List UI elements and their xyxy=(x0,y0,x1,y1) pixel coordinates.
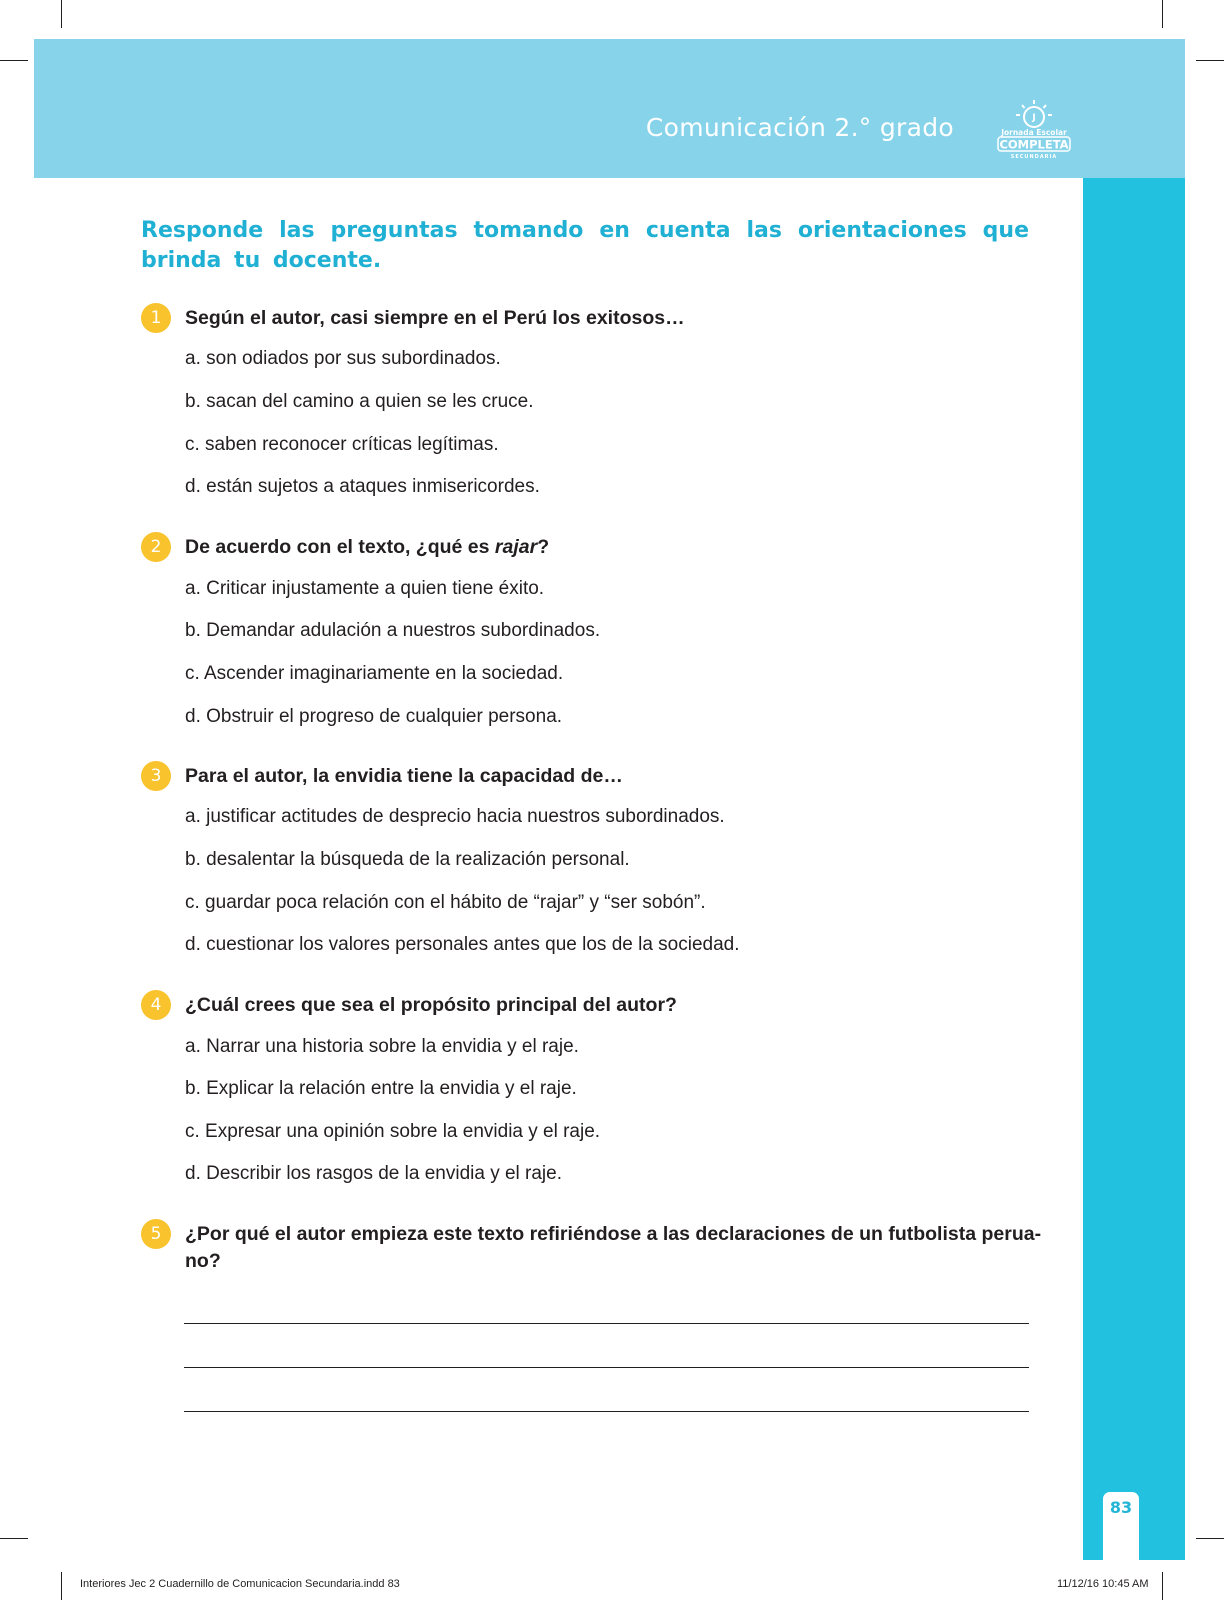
question-text-line: no? xyxy=(185,1250,221,1272)
crop-mark xyxy=(1196,60,1224,61)
crop-mark xyxy=(0,1538,28,1539)
option-d: d. cuestionar los valores personales antes que los de la sociedad. xyxy=(185,934,740,955)
page-number: 83 xyxy=(1103,1492,1139,1524)
question-text-part: De acuerdo con el texto, ¿qué es xyxy=(185,536,495,558)
question-text: ¿Cuál crees que sea el propósito principal del autor? xyxy=(185,994,677,1016)
option-d: d. Obstruir el progreso de cualquier persona. xyxy=(185,706,563,727)
answer-line xyxy=(184,1367,1029,1368)
svg-text:J: J xyxy=(1032,113,1036,123)
question-text xyxy=(185,534,1029,561)
instruction-text: Responde las preguntas tomando en cuenta las orientaciones que brinda tu docente. xyxy=(141,218,1029,273)
footer-file-info: Interiores Jec 2 Cuadernillo de Comunicacion Secundaria.indd 83 xyxy=(80,1578,400,1590)
option-b: b. desalentar la búsqueda de la realización personal. xyxy=(185,849,630,870)
answer-line xyxy=(184,1323,1029,1324)
question-text: Según el autor, casi siempre en el Perú los exitosos… xyxy=(185,307,685,329)
option-a: a. Narrar una historia sobre la envidia y el raje. xyxy=(185,1036,579,1057)
question-text: Para el autor, la envidia tiene la capacidad de… xyxy=(185,765,623,787)
option-a: a. justificar actitudes de desprecio hacia nuestros subordinados. xyxy=(185,806,725,827)
footer-timestamp: 11/12/16 10:45 AM xyxy=(1057,1578,1149,1590)
option-d: d. están sujetos a ataques inmisericordes. xyxy=(185,476,540,497)
option-a: a. Criticar injustamente a quien tiene éxito. xyxy=(185,578,545,599)
crop-mark xyxy=(61,1572,62,1600)
option-b: b. sacan del camino a quien se les cruce. xyxy=(185,391,534,412)
question-number-badge: 4 xyxy=(141,990,171,1020)
question-text-italic: rajar xyxy=(494,536,538,558)
question-text-part: ? xyxy=(537,536,550,558)
logo-line2: COMPLETA xyxy=(999,137,1069,152)
logo-line1: Jornada Escolar xyxy=(1001,128,1067,137)
answer-line xyxy=(184,1411,1029,1412)
option-b: b. Explicar la relación entre la envidia y el raje. xyxy=(185,1078,577,1099)
question-text-line: ¿Por qué el autor empieza este texto refiriéndose a las declaraciones de un futbolista perua- xyxy=(185,1223,1042,1245)
option-d: d. Describir los rasgos de la envidia y el raje. xyxy=(185,1163,563,1184)
question-number-badge: 5 xyxy=(141,1219,171,1249)
question-number-badge: 2 xyxy=(141,532,171,562)
question-number-badge: 1 xyxy=(141,303,171,333)
side-bar xyxy=(1083,178,1185,1560)
crop-mark xyxy=(1196,1538,1224,1539)
crop-mark xyxy=(1162,1572,1163,1600)
option-c: c. guardar poca relación con el hábito de “rajar” y “ser sobón”. xyxy=(185,892,706,913)
header-title: Comunicación 2.° grado xyxy=(645,113,954,142)
option-c: c. Expresar una opinión sobre la envidia y el raje. xyxy=(185,1121,601,1142)
logo-line3: SECUNDARIA xyxy=(1010,154,1058,160)
question-number-badge: 3 xyxy=(141,761,171,791)
crop-mark xyxy=(0,60,28,61)
jornada-escolar-logo xyxy=(992,98,1076,160)
option-c: c. saben reconocer críticas legítimas. xyxy=(185,434,499,455)
option-a: a. son odiados por sus subordinados. xyxy=(185,348,501,369)
option-b: b. Demandar adulación a nuestros subordinados. xyxy=(185,620,601,641)
crop-mark xyxy=(61,0,62,28)
crop-mark xyxy=(1162,0,1163,28)
option-c: c. Ascender imaginariamente en la sociedad. xyxy=(185,663,564,684)
question-text xyxy=(185,1221,1042,1275)
